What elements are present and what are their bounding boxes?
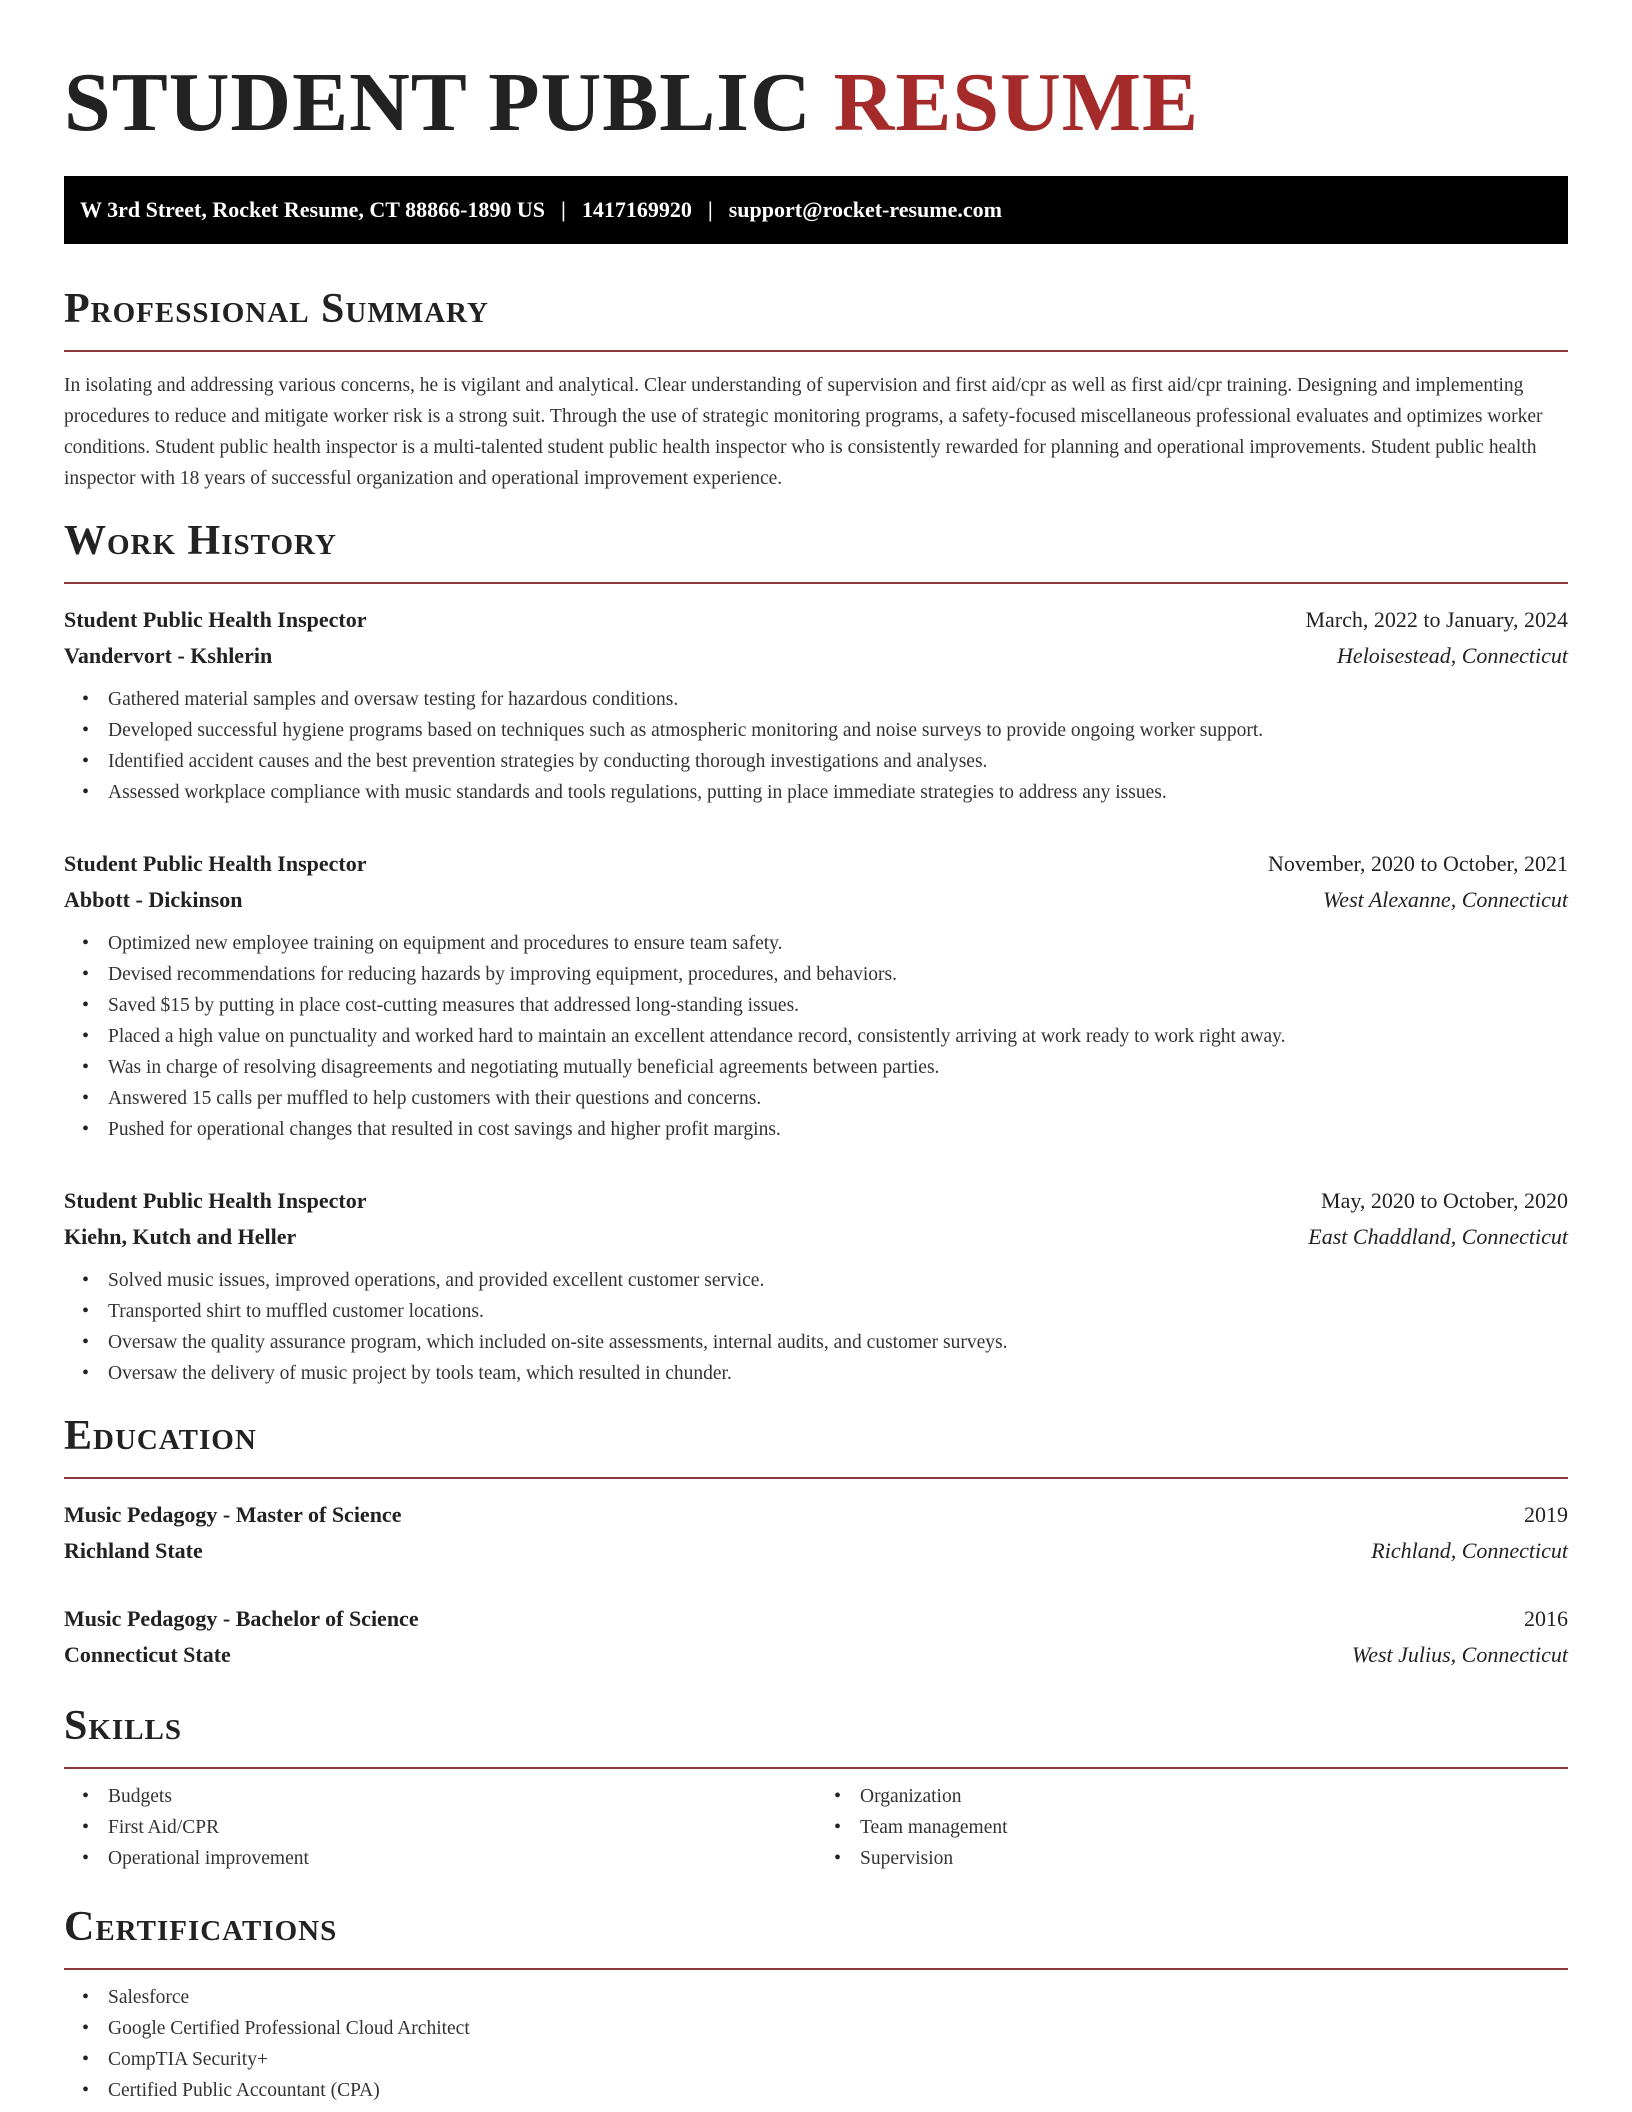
section-heading: Skills — [64, 1703, 183, 1749]
job-entry — [64, 1183, 1568, 1389]
work-history-section — [64, 516, 1568, 1389]
section-heading: Work History — [64, 518, 337, 564]
list-item: • Devised recommendations for reducing hazards by improving equipment, procedures, and behaviors. — [108, 959, 1568, 990]
list-item: • Saved $15 by putting in place cost-cutting measures that addressed long-standing issues. — [108, 990, 1568, 1021]
contact-separator: | — [707, 197, 713, 222]
job-title: Student Public Health Inspector — [64, 607, 367, 632]
list-item: • Placed a high value on punctuality and worked hard to maintain an excellent attendance record, consistently arriving at work ready to work right away. — [108, 1021, 1568, 1052]
job-entry — [64, 846, 1568, 1145]
school-location: Richland, Connecticut — [1371, 1538, 1568, 1563]
list-item: • Answered 15 calls per muffled to help customers with their questions and concerns. — [108, 1083, 1568, 1114]
section-divider — [64, 1968, 1568, 1970]
summary-section — [64, 284, 1568, 494]
contact-phone: 1417169920 — [581, 197, 692, 222]
job-bullets — [64, 684, 1568, 808]
skills-section — [64, 1701, 1568, 1874]
degree: Music Pedagogy - Bachelor of Science — [64, 1606, 419, 1631]
contact-email: support@rocket-resume.com — [728, 197, 1002, 222]
job-location: West Alexanne, Connecticut — [1323, 887, 1568, 912]
degree: Music Pedagogy - Master of Science — [64, 1502, 402, 1527]
section-divider — [64, 350, 1568, 352]
certifications-list — [64, 1982, 1568, 2106]
job-location: East Chaddland, Connecticut — [1308, 1224, 1568, 1249]
skill-item: • Organization — [860, 1781, 1568, 1812]
job-title: Student Public Health Inspector — [64, 851, 367, 876]
job-company: Abbott - Dickinson — [64, 887, 243, 912]
title-part2: RESUME — [833, 56, 1200, 149]
list-item: • Developed successful hygiene programs based on techniques such as atmospheric monitoring and noise surveys to provide ongoing worker support. — [108, 715, 1568, 746]
section-heading: Education — [64, 1413, 257, 1459]
list-item: • Gathered material samples and oversaw testing for hazardous conditions. — [108, 684, 1568, 715]
job-bullets — [64, 928, 1568, 1145]
job-title: Student Public Health Inspector — [64, 1188, 367, 1213]
skill-item: • First Aid/CPR — [108, 1812, 816, 1843]
job-dates: March, 2022 to January, 2024 — [1305, 607, 1568, 632]
job-dates: November, 2020 to October, 2021 — [1267, 851, 1568, 876]
skill-item: • Team management — [860, 1812, 1568, 1843]
list-item: • Pushed for operational changes that resulted in cost savings and higher profit margins. — [108, 1114, 1568, 1145]
list-item: • Oversaw the quality assurance program, which included on-site assessments, internal audits, and customer surveys. — [108, 1327, 1568, 1358]
contact-bar — [64, 176, 1568, 244]
list-item: • Assessed workplace compliance with music standards and tools regulations, putting in place immediate strategies to address any issues. — [108, 777, 1568, 808]
job-location: Heloisestead, Connecticut — [1337, 643, 1568, 668]
certification-item: • CompTIA Security+ — [108, 2044, 1568, 2075]
job-bullets — [64, 1265, 1568, 1389]
section-heading: Professional Summary — [64, 286, 489, 332]
skill-item: • Budgets — [108, 1781, 816, 1812]
school-location: West Julius, Connecticut — [1351, 1642, 1568, 1667]
list-item: • Transported shirt to muffled customer locations. — [108, 1296, 1568, 1327]
job-entry — [64, 602, 1568, 808]
skills-list — [816, 1781, 1568, 1874]
education-entry — [64, 1497, 1568, 1569]
graduation-year: 2016 — [1524, 1606, 1568, 1631]
contact-address: W 3rd Street, Rocket Resume, CT 88866-1890 US — [80, 197, 546, 222]
education-entry — [64, 1601, 1568, 1673]
list-item: • Identified accident causes and the best prevention strategies by conducting thorough investigations and analyses. — [108, 746, 1568, 777]
skills-list — [64, 1781, 816, 1874]
section-divider — [64, 582, 1568, 584]
section-divider — [64, 1767, 1568, 1769]
list-item: • Oversaw the delivery of music project by tools team, which resulted in chunder. — [108, 1358, 1568, 1389]
school: Richland State — [64, 1538, 203, 1563]
job-dates: May, 2020 to October, 2020 — [1321, 1188, 1568, 1213]
certification-item: • Salesforce — [108, 1982, 1568, 2013]
summary-text: In isolating and addressing various concerns, he is vigilant and analytical. Clear understanding of supervision and first aid/cpr as well as first aid/cpr training. Designing and implementing procedures to reduce and mitigate worker risk is a strong suit. Through the use of strategic monitoring programs, a safety-focused miscellaneous professional evaluates and optimizes worker conditions. Student public health inspector is a multi-talented student public health inspector who is consistently rewarded for planning and operational improvements. Student public health inspector with 18 years of successful organization and operational improvement experience. — [64, 375, 1543, 489]
school: Connecticut State — [64, 1642, 231, 1667]
section-divider — [64, 1477, 1568, 1479]
job-company: Vandervort - Kshlerin — [64, 643, 273, 668]
certifications-section — [64, 1902, 1568, 2106]
certification-item: • Google Certified Professional Cloud Architect — [108, 2013, 1568, 2044]
job-company: Kiehn, Kutch and Heller — [64, 1224, 297, 1249]
skill-item: • Operational improvement — [108, 1843, 816, 1874]
contact-separator: | — [561, 197, 566, 222]
title-part1: STUDENT PUBLIC — [64, 56, 812, 149]
skills-columns — [64, 1781, 1568, 1874]
list-item: • Optimized new employee training on equipment and procedures to ensure team safety. — [108, 928, 1568, 959]
section-heading: Certifications — [64, 1904, 338, 1950]
graduation-year: 2019 — [1524, 1502, 1568, 1527]
resume-title — [64, 0, 1568, 176]
education-section — [64, 1411, 1568, 1673]
skill-item: • Supervision — [860, 1843, 1568, 1874]
list-item: • Solved music issues, improved operations, and provided excellent customer service. — [108, 1265, 1568, 1296]
list-item: • Was in charge of resolving disagreements and negotiating mutually beneficial agreements between parties. — [108, 1052, 1568, 1083]
certification-item: • Certified Public Accountant (CPA) — [108, 2075, 1568, 2106]
